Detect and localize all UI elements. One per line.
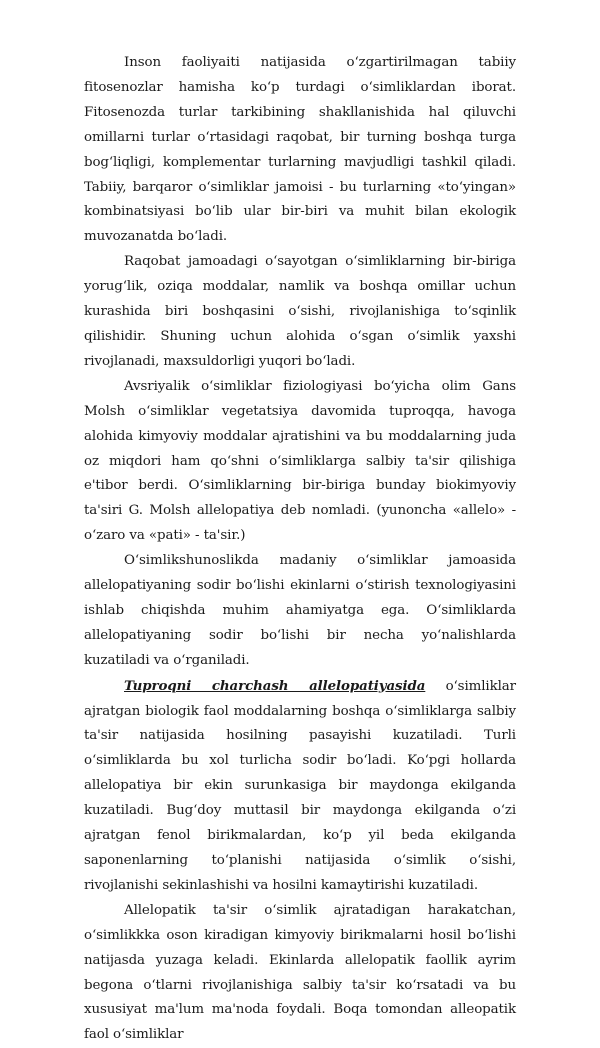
- paragraph-allelopatik-tasir: [84, 899, 516, 1048]
- paragraph-allelopatiya: [84, 549, 516, 674]
- paragraph-fitosenoz: [84, 51, 516, 250]
- paragraph-text: Avsriyalik o‘simliklar fiziologiyasi bo‘yicha olim Gans Molsh o‘simliklar vegetatsiya davomida tuproqqa, havoga alohida kimyoviy moddalar ajratishini va bu moddalarning juda oz miqdori ham qo‘shni o‘simliklarga salbiy ta'sir qilishiga e'tibor berdi. O‘simliklarning bir-biriga bunday biokimyoviy ta'siri G. Molsh allelopatiya deb nomladi. (yunoncha «allelo» - o‘zaro va «pati» - ta'sir.): [84, 378, 516, 544]
- paragraph-tuproq-charchash: [84, 674, 516, 899]
- paragraph-raqobat: [84, 250, 516, 375]
- paragraph-text: o‘simliklar ajratgan biologik faol moddalarning boshqa o‘simliklarga salbiy ta'sir natijasida hosilning pasayishi kuzatiladi. Turli o‘simliklarda bu xol turlicha sodir bo‘ladi. Ko‘pgi hollarda allelopatiya bir ekin surunkasiga bir maydonga ekilganda kuzatiladi. Bug‘doy muttasil bir maydonga ekilganda o‘zi ajratgan fenol birikmalardan, ko‘p yil beda ekilganda saponenlarning to‘planishi natijasida o‘simlik o‘sishi, rivojlanishi sekinlashishi va hosilni kamaytirishi kuzatiladi.: [84, 678, 516, 893]
- paragraph-text: Allelopatik ta'sir o‘simlik ajratadigan harakatchan, o‘simlikkka oson kiradigan kimyoviy birikmalarni hosil bo‘lishi natijasda yuzaga keladi. Ekinlarda allelopatik faollik ayrim begona o‘tlarni rivojlanishiga salbiy ta'sir ko‘rsatadi va bu xususiyat ma'lum ma'noda foydali. Boqa tomondan alleopatik faol o‘simliklar: [84, 902, 516, 1043]
- paragraph-text: Inson faoliyaiti natijasida o‘zgartirilmagan tabiiy fitosenozlar hamisha ko‘p turdagi o‘simliklardan iborat. Fitosenozda turlar tarkibining shakllanishida hal qiluvchi omillarni turlar o‘rtasidagi raqobat, bir turning boshqa turga bog‘liqligi, komplementar turlarning mavjudligi tashkil qiladi. Tabiiy, barqaror o‘simliklar jamoisi - bu turlarning «to‘yingan» kombinatsiyasi bo‘lib ular bir-biri va muhit bilan ekologik muvozanatda bo‘ladi.: [84, 55, 516, 245]
- key-term: Tuproqni charchash allelopatiyasida: [124, 677, 426, 694]
- paragraph-text: O‘simlikshunoslikda madaniy o‘simliklar jamoasida allelopatiyaning sodir bo‘lishi ekinlarni o‘stirish texnologiyasini ishlab chiqishda muhim ahamiyatga ega. O‘simliklarda allelopatiyaning sodir bo‘lishi bir necha yo‘nalishlarda kuzatiladi va o‘rganiladi.: [84, 553, 516, 668]
- paragraph-molsh: [84, 375, 516, 549]
- paragraph-text: Raqobat jamoadagi o‘sayotgan o‘simliklarning bir-biriga yorug‘lik, oziqa moddalar, namlik va boshqa omillar uchun kurashida biri boshqasini o‘sishi, rivojlanishiga to‘sqinlik qilishidir. Shuning uchun alohida o‘sgan o‘simlik yaxshi rivojlanadi, maxsuldorligi yuqori bo‘ladi.: [84, 254, 516, 369]
